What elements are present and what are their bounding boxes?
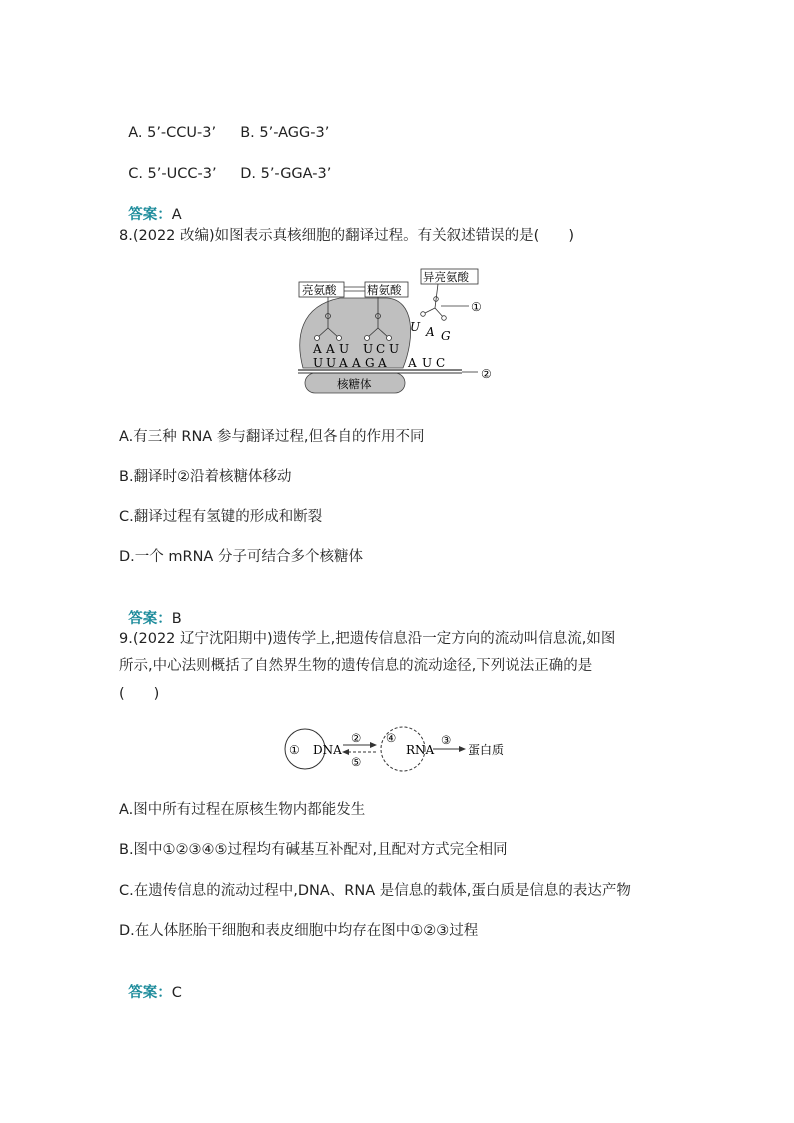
q7-option-a: A. 5’-CCU-3’ [128, 125, 217, 141]
svg-text:G: G [441, 329, 451, 343]
answer-label: 答案： [128, 985, 172, 1001]
svg-text:C: C [436, 356, 446, 370]
marker-5: ⑤ [351, 755, 362, 769]
svg-text:U: U [326, 356, 337, 370]
q8-stem: 8.(2022 改编)如图表示真核细胞的翻译过程。有关叙述错误的是( ) [119, 228, 574, 244]
dna-label: DNA [313, 743, 342, 757]
translation-diagram [295, 268, 500, 394]
marker-1: ① [471, 300, 482, 314]
marker-3: ③ [441, 733, 452, 747]
label-isoleucine: 异亮氨酸 [423, 270, 469, 284]
svg-text:A: A [408, 356, 417, 370]
svg-text:U: U [422, 356, 433, 370]
q9-option-c: C.在遗传信息的流动过程中,DNA、RNA 是信息的载体,蛋白质是信息的表达产物 [119, 883, 631, 899]
q7-option-d: D. 5’-GGA-3’ [240, 166, 332, 182]
label-arginine: 精氨酸 [367, 283, 402, 297]
answer-label: 答案： [128, 207, 172, 223]
q9-option-d: D.在人体胚胎干细胞和表皮细胞中均存在图中①②③过程 [119, 923, 479, 939]
svg-text:A: A [352, 356, 361, 370]
q7-option-b: B. 5’-AGG-3’ [240, 125, 330, 141]
q8-option-d: D.一个 mRNA 分子可结合多个核糖体 [119, 549, 363, 565]
svg-text:A: A [339, 356, 348, 370]
svg-text:A: A [426, 325, 435, 339]
protein-label: 蛋白质 [468, 743, 505, 757]
answer-value: C [171, 985, 182, 1001]
rna-label: RNA [406, 743, 435, 757]
marker-2: ② [481, 367, 492, 381]
svg-text:A: A [326, 342, 335, 356]
answer-value: A [171, 207, 182, 223]
marker-4: ④ [386, 731, 397, 745]
q8-option-c: C.翻译过程有氢键的形成和断裂 [119, 509, 323, 525]
q7-options-row-1 [119, 103, 329, 143]
q7-option-c: C. 5’-UCC-3’ [128, 166, 217, 182]
q9-answer [119, 963, 182, 1003]
q8-option-a: A.有三种 RNA 参与翻译过程,但各自的作用不同 [119, 429, 425, 445]
svg-text:G: G [365, 356, 375, 370]
q9-stem-line-2: 所示,中心法则概括了自然界生物的遗传信息的流动途径,下列说法正确的是 [119, 658, 593, 674]
answer-value: B [171, 611, 182, 627]
q9-stem-line-1: 9.(2022 辽宁沈阳期中)遗传学上,把遗传信息沿一定方向的流动叫信息流,如图 [119, 631, 616, 647]
q9-option-b: B.图中①②③④⑤过程均有碱基互补配对,且配对方式完全相同 [119, 842, 508, 858]
label-leucine: 亮氨酸 [302, 283, 337, 297]
q8-option-b: B.翻译时②沿着核糖体移动 [119, 469, 292, 485]
answer-label: 答案： [128, 611, 172, 627]
central-dogma-diagram [283, 724, 523, 774]
svg-text:U: U [339, 342, 350, 356]
svg-text:A: A [313, 342, 322, 356]
svg-text:U: U [363, 342, 374, 356]
q7-answer [119, 185, 182, 225]
svg-text:U: U [313, 356, 324, 370]
svg-text:C: C [376, 342, 386, 356]
q8-answer [119, 589, 182, 629]
q9-stem-line-3: ( ) [119, 686, 160, 702]
svg-text:U: U [389, 342, 400, 356]
label-ribosome: 核糖体 [337, 377, 372, 391]
marker-1: ① [289, 743, 300, 757]
q7-options-row-2 [119, 144, 331, 184]
svg-text:A: A [378, 356, 387, 370]
q9-option-a: A.图中所有过程在原核生物内都能发生 [119, 802, 366, 818]
svg-text:U: U [410, 320, 421, 334]
marker-2: ② [351, 731, 362, 745]
